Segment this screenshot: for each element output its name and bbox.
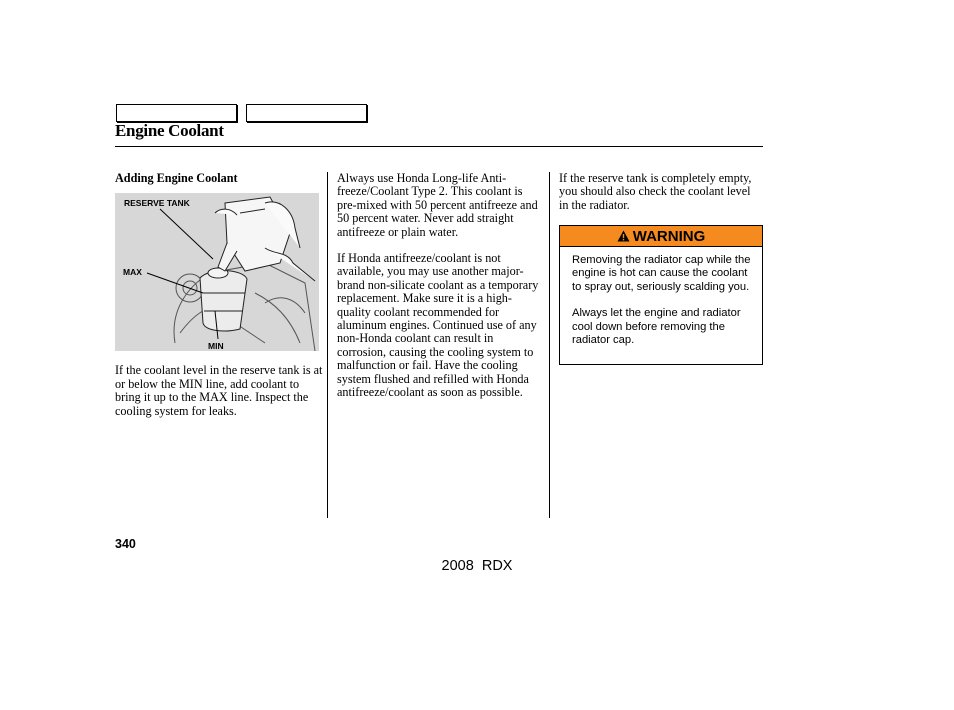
title-rule: [115, 146, 763, 147]
warning-body: [560, 247, 762, 347]
warning-paragraph-2: Always let the engine and radiator cool down before removing the radiator cap.: [572, 307, 741, 347]
col2-paragraph-1: Always use Honda Long-life Anti-freeze/Coolant Type 2. This coolant is pre-mixed with 50 percent antifreeze and 50 percent water. Never add straight antifreeze or plain water.: [337, 171, 538, 239]
header-tab-box-1: [116, 104, 237, 122]
header-tab-box-2: [246, 104, 367, 122]
column-3: [559, 172, 763, 212]
page-title: Engine Coolant: [115, 121, 224, 140]
footer-model: 2008 RDX: [441, 558, 513, 574]
engine-bay-drawing: [115, 193, 319, 351]
column-2: [337, 172, 545, 400]
column-1: [115, 172, 323, 418]
max-label: MAX: [123, 267, 142, 278]
col1-paragraph: If the coolant level in the reserve tank is at or below the MIN line, add coolant to bring it up to the MAX line. Inspect the cooling system for leaks.: [115, 363, 323, 418]
warning-box: [559, 225, 763, 365]
warning-title: WARNING: [632, 227, 706, 245]
section-subtitle: Adding Engine Coolant: [115, 171, 238, 185]
column-divider-2: [549, 172, 550, 518]
warning-paragraph-1: Removing the radiator cap while the engine is hot can cause the coolant to spray out, seriously scalding you.: [572, 254, 751, 293]
reserve-tank-label: RESERVE TANK: [124, 198, 190, 209]
col3-paragraph: If the reserve tank is completely empty, you should also check the coolant level in the radiator.: [559, 171, 752, 212]
min-label: MIN: [208, 341, 224, 352]
col2-paragraph-2: If Honda antifreeze/coolant is not available, you may use another major-brand non-silicate coolant as a temporary replacement. Make sure it is a high-quality coolant recommended for aluminum engines. Continued use of any non-Honda coolant can result in corrosion, causing the cooling system to malfunction or fail. Have the cooling system flushed and refilled with Honda antifreeze/coolant as soon as possible.: [337, 251, 539, 400]
warning-triangle-icon: [617, 230, 630, 242]
reserve-tank-illustration: [115, 193, 319, 351]
warning-header: [560, 226, 762, 247]
column-divider-1: [327, 172, 328, 518]
page-number: 340: [115, 537, 136, 551]
